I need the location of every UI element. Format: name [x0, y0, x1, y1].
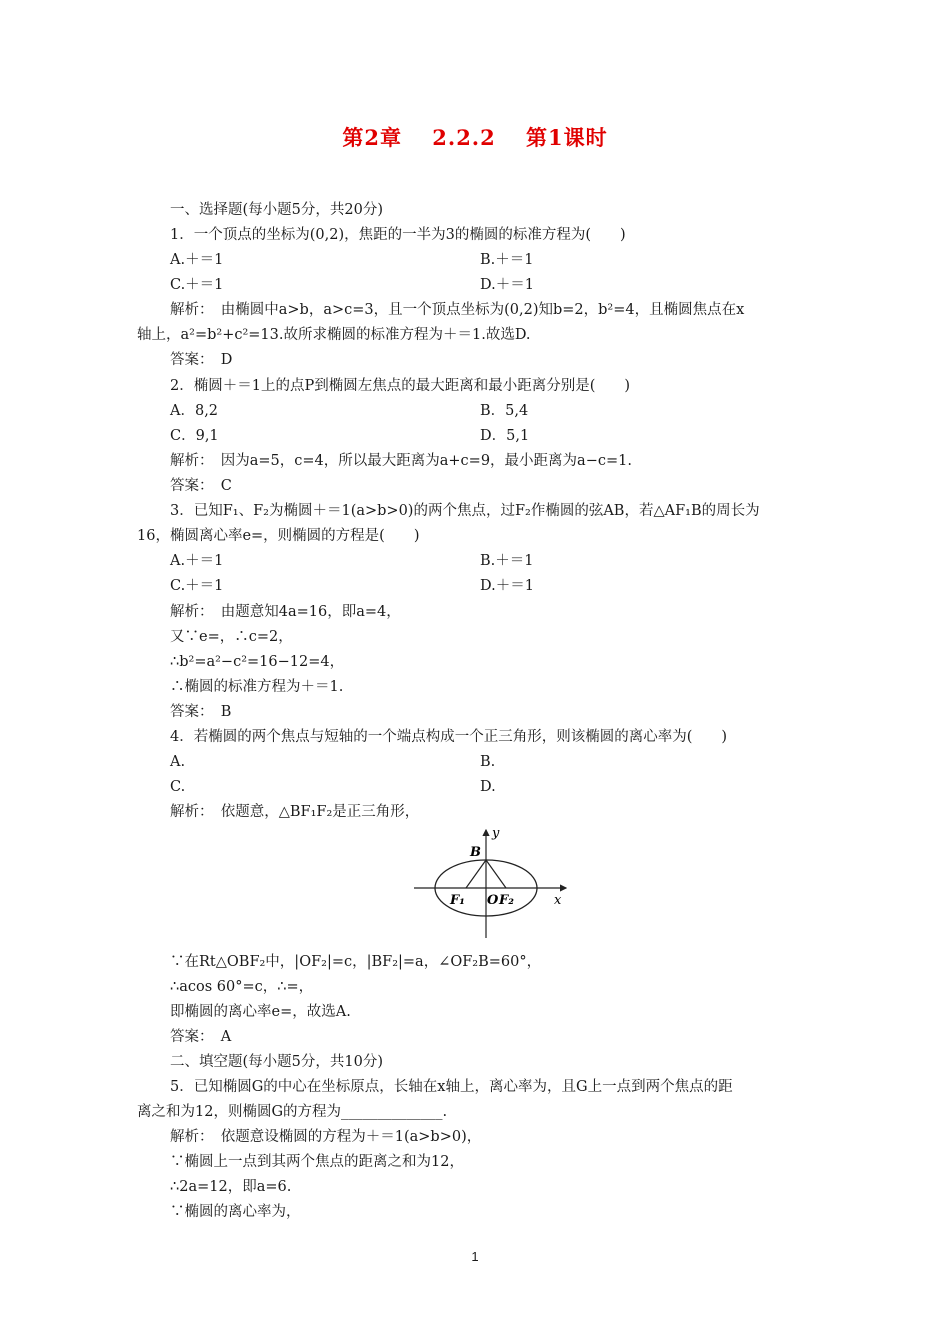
q5-analysis-line4: ∵椭圆的离心率为， — [170, 1204, 301, 1220]
q1-option-b: B.＋＝1 — [480, 252, 534, 268]
segment-BF1 — [466, 860, 486, 888]
q2-stem: 2．椭圆＋＝1上的点P到椭圆左焦点的最大距离和最小距离分别是( ) — [170, 378, 631, 394]
label-B: B — [470, 845, 481, 860]
q3-answer: 答案： B — [170, 704, 232, 720]
q2-option-c: C．9,1 — [170, 428, 219, 444]
section-heading-fill: 二、填空题(每小题5分，共10分) — [170, 1054, 383, 1070]
page-title: 第2章 2.2.2 第1课时 — [342, 125, 608, 150]
q2-answer: 答案： C — [170, 478, 232, 494]
q3-analysis-line2: 又∵e=，∴c=2， — [170, 629, 293, 645]
q1-option-d: D.＋＝1 — [480, 277, 534, 293]
q3-analysis-line1: 解析： 由题意知4a=16，即a=4， — [170, 604, 401, 620]
q3-analysis-line3: ∴b²=a²−c²=16−12=4， — [170, 654, 345, 670]
q5-stem-line1: 5．已知椭圆G的中心在坐标原点，长轴在x轴上，离心率为，且G上一点到两个焦点的距 — [170, 1079, 733, 1095]
q1-stem: 1．一个顶点的坐标为(0,2)，焦距的一半为3的椭圆的标准方程为( ) — [170, 227, 626, 243]
q1-analysis-line2: 轴上，a²=b²+c²=13.故所求椭圆的标准方程为＋＝1.故选D. — [137, 327, 531, 343]
q3-stem-line2: 16，椭圆离心率e=，则椭圆的方程是( ) — [137, 528, 420, 544]
q3-option-b: B.＋＝1 — [480, 553, 534, 569]
q5-stem-line2: 离之和为12，则椭圆G的方程为______________. — [137, 1104, 448, 1120]
q2-analysis: 解析： 因为a=5，c=4，所以最大距离为a+c=9，最小距离为a−c=1. — [170, 453, 632, 469]
q5-analysis-line3: ∴2a=12，即a=6. — [170, 1179, 292, 1195]
label-x: x — [554, 893, 562, 908]
q4-stem: 4．若椭圆的两个焦点与短轴的一个端点构成一个正三角形，则该椭圆的离心率为( ) — [170, 729, 728, 745]
q3-option-d: D.＋＝1 — [480, 578, 534, 594]
q4-analysis-line2: ∵在Rt△OBF₂中，|OF₂|=c，|BF₂|=a，∠OF₂B=60°， — [170, 954, 542, 970]
q2-option-d: D．5,1 — [480, 428, 530, 444]
label-F1: F₁ — [450, 893, 465, 908]
q4-option-b: B. — [480, 754, 496, 770]
q2-option-a: A．8,2 — [170, 403, 219, 419]
q1-analysis-line1: 解析： 由椭圆中a>b，a>c=3，且一个顶点坐标为(0,2)知b=2，b²=4，且椭圆焦点在x — [170, 302, 745, 318]
q3-option-c: C.＋＝1 — [170, 578, 224, 594]
q4-analysis-line3: ∴acos 60°=c，∴=， — [170, 979, 314, 995]
q5-analysis-line2: ∵椭圆上一点到其两个焦点的距离之和为12， — [170, 1154, 464, 1170]
label-O: O — [487, 893, 499, 908]
q4-option-c: C. — [170, 779, 186, 795]
q1-option-c: C.＋＝1 — [170, 277, 224, 293]
section-heading-choice: 一、选择题(每小题5分，共20分) — [170, 202, 383, 218]
q4-option-a: A. — [170, 754, 186, 770]
q3-option-a: A.＋＝1 — [170, 553, 224, 569]
q5-analysis-line1: 解析： 依题意设椭圆的方程为＋＝1(a>b>0)， — [170, 1129, 482, 1145]
q3-analysis-line4: ∴椭圆的标准方程为＋＝1. — [170, 679, 344, 695]
label-F2: F₂ — [499, 893, 514, 908]
q1-option-a: A.＋＝1 — [170, 252, 224, 268]
q4-option-d: D. — [480, 779, 496, 795]
q4-analysis-line1: 解析： 依题意，△BF₁F₂是正三角形， — [170, 804, 420, 820]
ellipse-figure — [410, 826, 570, 940]
q4-analysis-line4: 即椭圆的离心率e=，故选A. — [170, 1004, 351, 1020]
q2-option-b: B．5,4 — [480, 403, 529, 419]
page-number: 1 — [471, 1249, 479, 1264]
q3-stem-line1: 3．已知F₁、F₂为椭圆＋＝1(a>b>0)的两个焦点，过F₂作椭圆的弦AB，若△AF₁B的周长为 — [170, 503, 760, 519]
q4-answer: 答案： A — [170, 1029, 232, 1045]
label-y: y — [492, 826, 500, 841]
segment-BF2 — [486, 860, 506, 888]
q1-answer: 答案： D — [170, 352, 233, 368]
